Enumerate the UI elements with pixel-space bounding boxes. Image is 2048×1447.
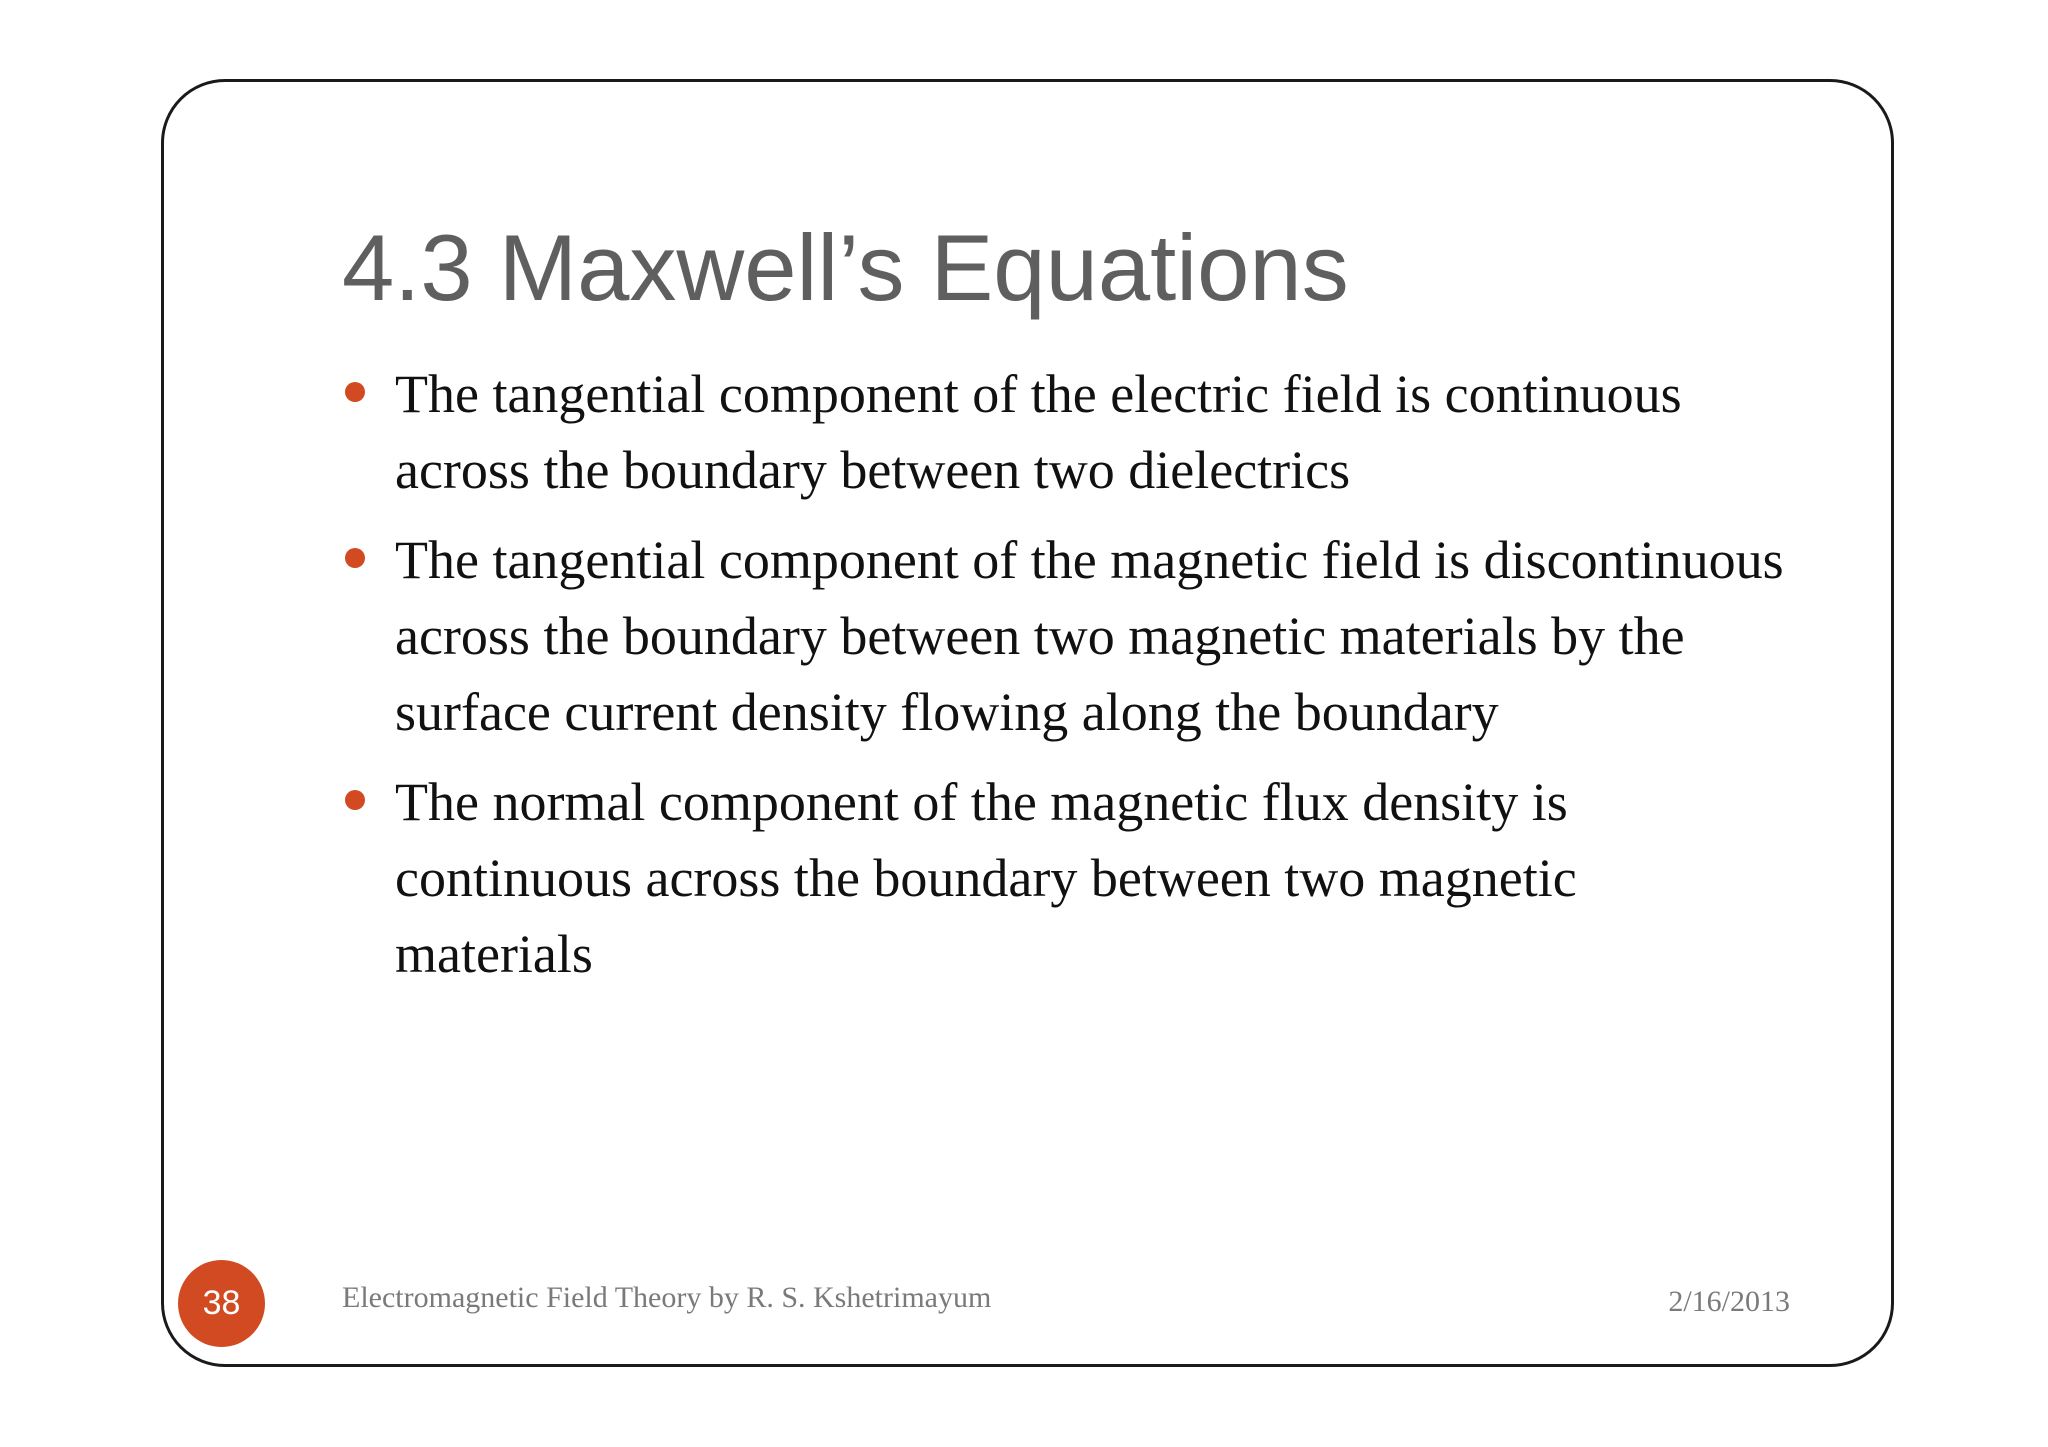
bullet-item xyxy=(345,522,1785,750)
bullet-dot-icon xyxy=(345,382,365,402)
bullet-dot-icon xyxy=(345,548,365,568)
footer-date: 2/16/2013 xyxy=(1668,1285,1790,1318)
bullet-text: The normal component of the magnetic flux density is continuous across the boundary between two magnetic materials xyxy=(395,772,1577,984)
bullet-list xyxy=(345,356,1785,1006)
footer-text: Electromagnetic Field Theory by R. S. Kshetrimayum xyxy=(342,1281,992,1314)
bullet-item xyxy=(345,356,1785,508)
slide-title: 4.3 Maxwell’s Equations xyxy=(342,215,1349,320)
page-number-badge: 38 xyxy=(178,1260,265,1347)
bullet-dot-icon xyxy=(345,790,365,810)
bullet-text: The tangential component of the magnetic field is discontinuous across the boundary between two magnetic materials by the surface current density flowing along the boundary xyxy=(395,530,1784,742)
bullet-text: The tangential component of the electric field is continuous across the boundary between two dielectrics xyxy=(395,364,1682,500)
bullet-item xyxy=(345,764,1785,992)
